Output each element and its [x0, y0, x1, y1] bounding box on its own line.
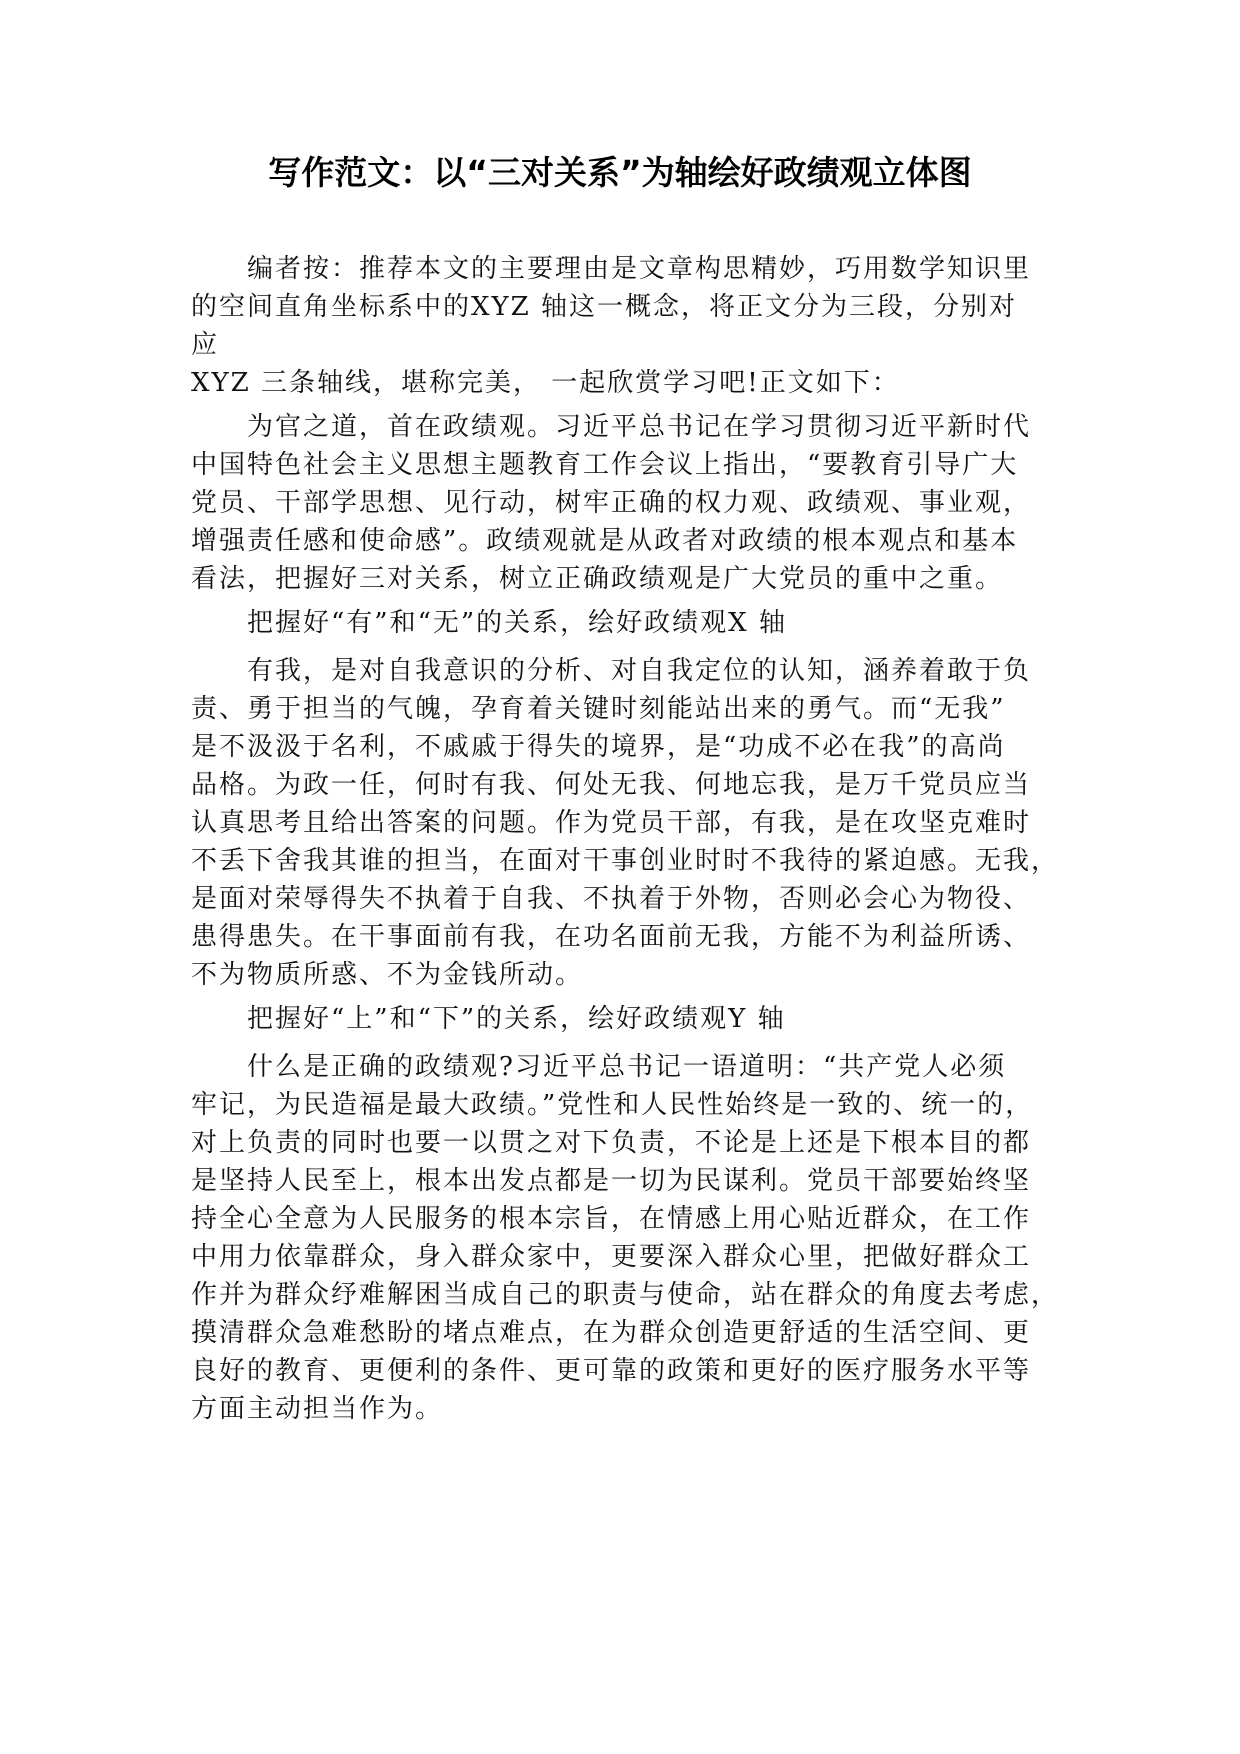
paragraph-line: 方面主动担当作为。 [191, 1394, 444, 1424]
paragraph-line: 为官之道，首在政绩观。习近平总书记在学习贯彻习近平新时代 [247, 412, 1032, 442]
document-body [191, 250, 1060, 1428]
paragraph-line: 牢记，为民造福是最大政绩。”党性和人民性始终是一致的、统一的， [191, 1090, 1034, 1120]
editor-note-line: 的空间直角坐标系中的XYZ 轴这一概念，将正文分为三段，分别对 [191, 292, 1018, 322]
paragraph-line: 增强责任感和使命感”。政绩观就是从政者对政绩的根本观点和基本 [191, 526, 1019, 556]
paragraph-line: 良好的教育、更便利的条件、更可靠的政策和更好的医疗服务水平等 [191, 1356, 1032, 1386]
section-y-paragraph [191, 1048, 1060, 1428]
paragraph-line: 品格。为政一任，何时有我、何处无我、何地忘我，是万千党员应当 [191, 770, 1032, 800]
paragraph-line: 不丢下舍我其谁的担当，在面对干事创业时时不我待的紧迫感。无我， [191, 846, 1060, 876]
paragraph-line: 不为物质所惑、不为金钱所动。 [191, 960, 584, 990]
document-title: 写作范文：以“三对关系”为轴绘好政绩观立体图 [268, 153, 972, 192]
editor-note-line: 编者按：推荐本文的主要理由是文章构思精妙，巧用数学知识里 [247, 254, 1032, 284]
paragraph-line: 持全心全意为人民服务的根本宗旨，在情感上用心贴近群众，在工作 [191, 1204, 1032, 1234]
paragraph-line: 看法，把握好三对关系，树立正确政绩观是广大党员的重中之重。 [191, 564, 1004, 594]
paragraph-line: 中用力依靠群众，身入群众家中，更要深入群众心里，把做好群众工 [191, 1242, 1032, 1272]
paragraph-line: 摸清群众急难愁盼的堵点难点，在为群众创造更舒适的生活空间、更 [191, 1318, 1032, 1348]
paragraph-line: 责、勇于担当的气魄，孕育着关键时刻能站出来的勇气。而“无我” [191, 694, 1006, 724]
section-x-paragraph [191, 652, 1060, 994]
intro-paragraph [191, 408, 1051, 598]
paragraph-line: 党员、干部学思想、见行动，树牢正确的权力观、政绩观、事业观， [191, 488, 1032, 518]
editor-note-line: 应 [191, 330, 220, 360]
paragraph-line: 作并为群众纾难解困当成自己的职责与使命，站在群众的角度去考虑， [191, 1280, 1060, 1310]
editor-note [191, 250, 1051, 402]
paragraph-line: 认真思考且给出答案的问题。作为党员干部，有我，是在攻坚克难时 [191, 808, 1032, 838]
paragraph-line: 是不汲汲于名利，不戚戚于得失的境界，是“功成不必在我”的高尚 [191, 732, 1006, 762]
editor-note-line: XYZ 三条轴线，堪称完美， 一起欣赏学习吧!正文如下： [191, 368, 900, 398]
paragraph-line: 对上负责的同时也要一以贯之对下负责，不论是上还是下根本目的都 [191, 1128, 1032, 1158]
paragraph-line: 是面对荣辱得失不执着于自我、不执着于外物，否则必会心为物役、 [191, 884, 1032, 914]
section-x-heading: 把握好“有”和“无”的关系，绘好政绩观X 轴 [247, 608, 787, 638]
section-y-heading: 把握好“上”和“下”的关系，绘好政绩观Y 轴 [247, 1004, 786, 1034]
paragraph-line: 是坚持人民至上，根本出发点都是一切为民谋利。党员干部要始终坚 [191, 1166, 1032, 1196]
paragraph-line: 有我，是对自我意识的分析、对自我定位的认知，涵养着敢于负 [247, 656, 1032, 686]
paragraph-line: 什么是正确的政绩观?习近平总书记一语道明：“共产党人必须 [247, 1052, 1007, 1082]
paragraph-line: 患得患失。在干事面前有我，在功名面前无我，方能不为利益所诱、 [191, 922, 1032, 952]
paragraph-line: 中国特色社会主义思想主题教育工作会议上指出，“要教育引导广大 [191, 450, 1019, 480]
